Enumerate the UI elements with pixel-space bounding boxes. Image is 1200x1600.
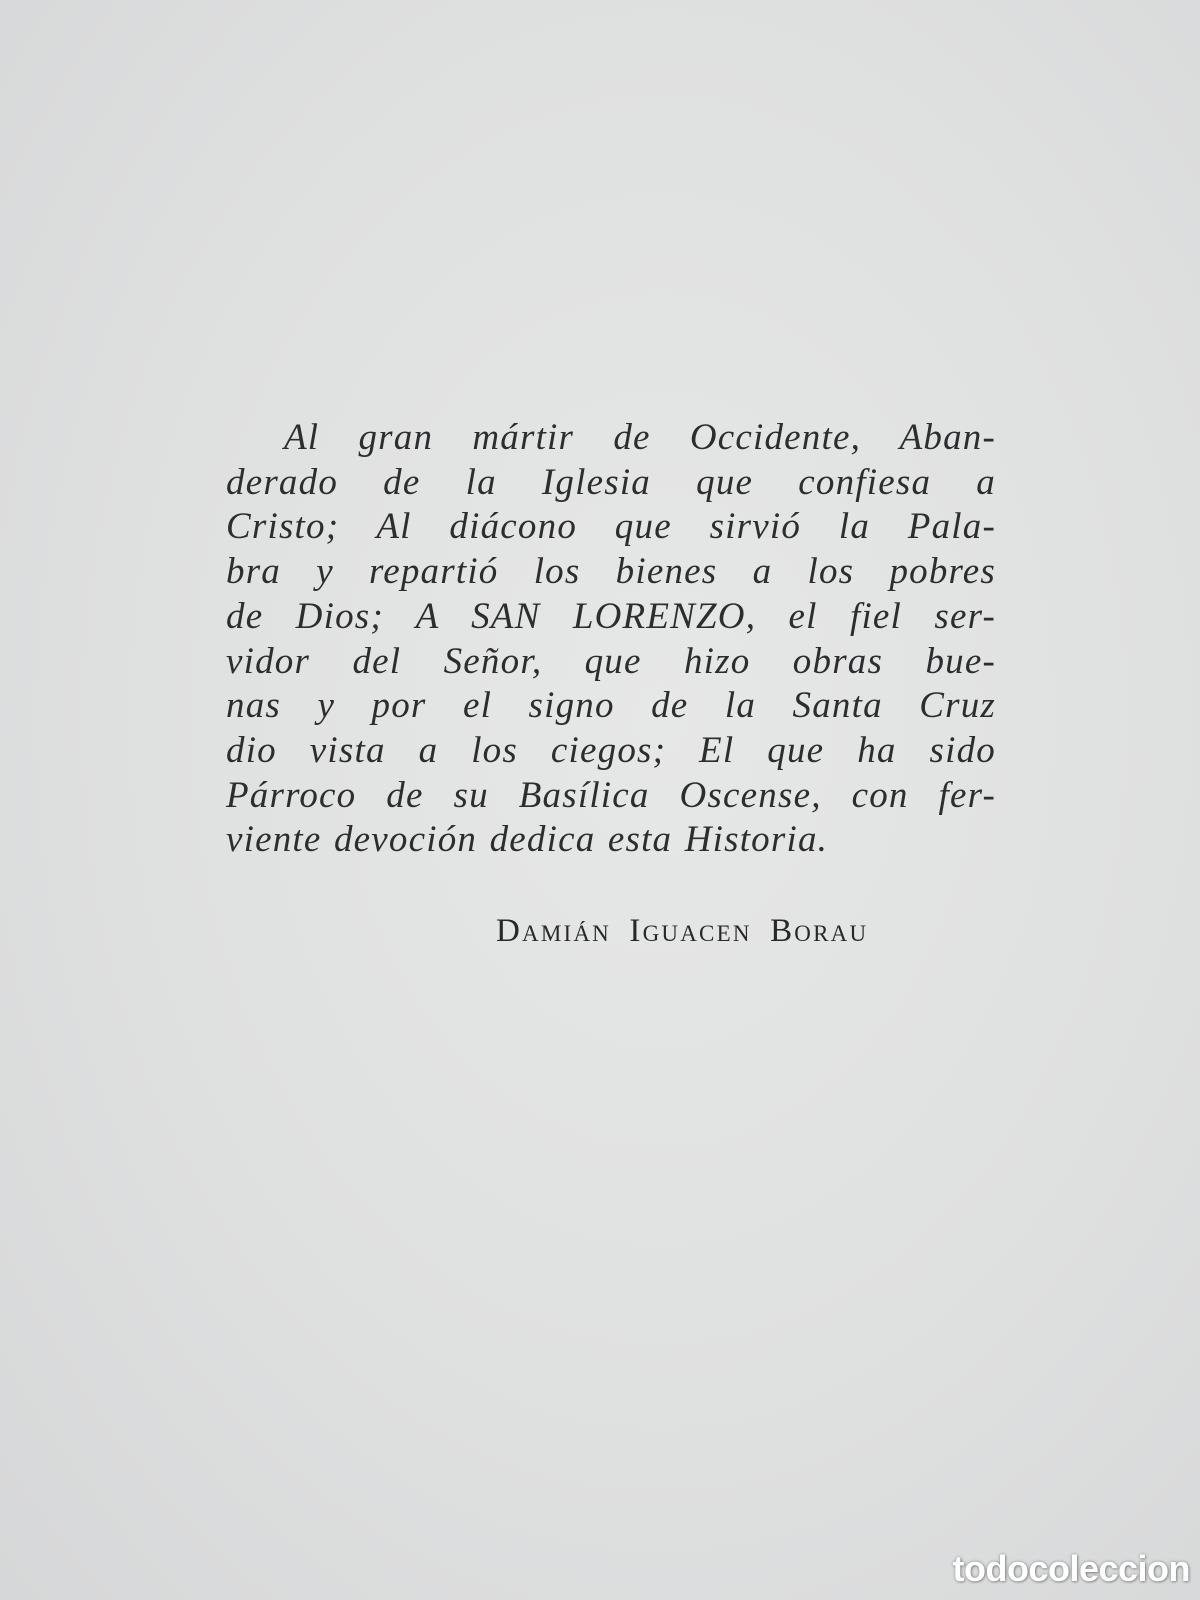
dedication-text <box>226 416 996 863</box>
author-signature: Damián Iguacen Borau <box>496 913 869 949</box>
dedication-line: bra y repartió los bienes a los pobres <box>226 551 996 593</box>
dedication-line: Al gran mártir de Occidente, Aban- <box>284 417 996 458</box>
dedication-line: Cristo; Al diácono que sirvió la Pala- <box>226 506 996 548</box>
dedication-line: nas y por el signo de la Santa Cruz <box>226 685 996 727</box>
watermark-logo: todocoleccion <box>952 1548 1190 1589</box>
dedication-line: Párroco de su Basílica Oscense, con fer- <box>226 774 996 816</box>
dedication-line: derado de la Iglesia que confiesa a <box>226 461 996 503</box>
dedication-line: vidor del Señor, que hizo obras bue- <box>226 640 996 682</box>
dedication-line: dio vista a los ciegos; El que ha sido <box>226 729 996 771</box>
dedication-line: de Dios; A SAN LORENZO, el fiel ser- <box>226 595 996 637</box>
dedication-line: viente devoción dedica esta Historia. <box>226 819 829 861</box>
